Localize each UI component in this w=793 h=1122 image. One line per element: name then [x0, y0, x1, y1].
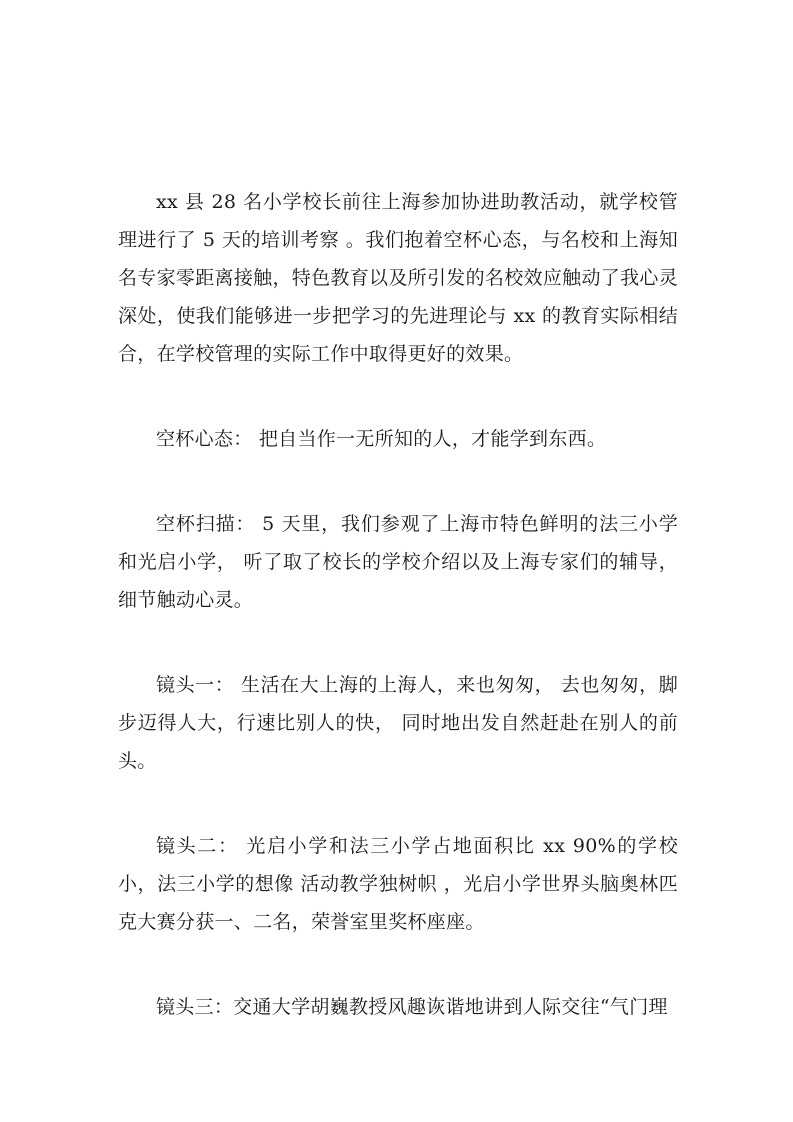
- paragraph-gap: [118, 458, 678, 505]
- paragraph-gap: [118, 941, 678, 988]
- paragraph-scene-two: 镜头二： 光启小学和法三小学占地面积比 xx 90%的学校小，法三小学的想像 活动教学独树帜 ，光启小学世界头脑奥林匹克大赛分获一、二名，荣誉室里奖杯座座。: [118, 835, 678, 933]
- paragraph-empty-cup-mindset: 空杯心态： 把自当作一无所知的人，才能学到东西。: [156, 428, 607, 450]
- paragraph-gap: [118, 619, 678, 666]
- paragraph-gap: [118, 780, 678, 827]
- paragraph-scene-one: 镜头一： 生活在大上海的上海人，来也匆匆， 去也匆匆，脚步迈得人大，行速比别人的快， 同时地出发自然赶赴在别人的前头。: [118, 674, 678, 772]
- paragraph-gap: [118, 373, 678, 420]
- paragraph-scene-three: 镜头三：交通大学胡巍教授风趣诙谐地讲到人际交往“气门理: [156, 996, 668, 1018]
- paragraph-empty-cup-scan: 空杯扫描： 5 天里，我们参观了上海市特色鲜明的法三小学和光启小学， 听了取了校长的学校介绍以及上海专家们的辅导，细节触动心灵。: [118, 513, 678, 611]
- document-page: [118, 183, 678, 1026]
- paragraph-intro: xx 县 28 名小学校长前往上海参加协进助教活动，就学校管理进行了 5 天的培训考察 。我们抱着空杯心态，与名校和上海知名专家零距离接触，特色教育以及所引发的名校效应触动了我心灵深处，使我们能够进一步把学习的先进理论与 xx 的教育实际相结合，在学校管理的实际工作中取得更好的效果。: [118, 191, 678, 365]
